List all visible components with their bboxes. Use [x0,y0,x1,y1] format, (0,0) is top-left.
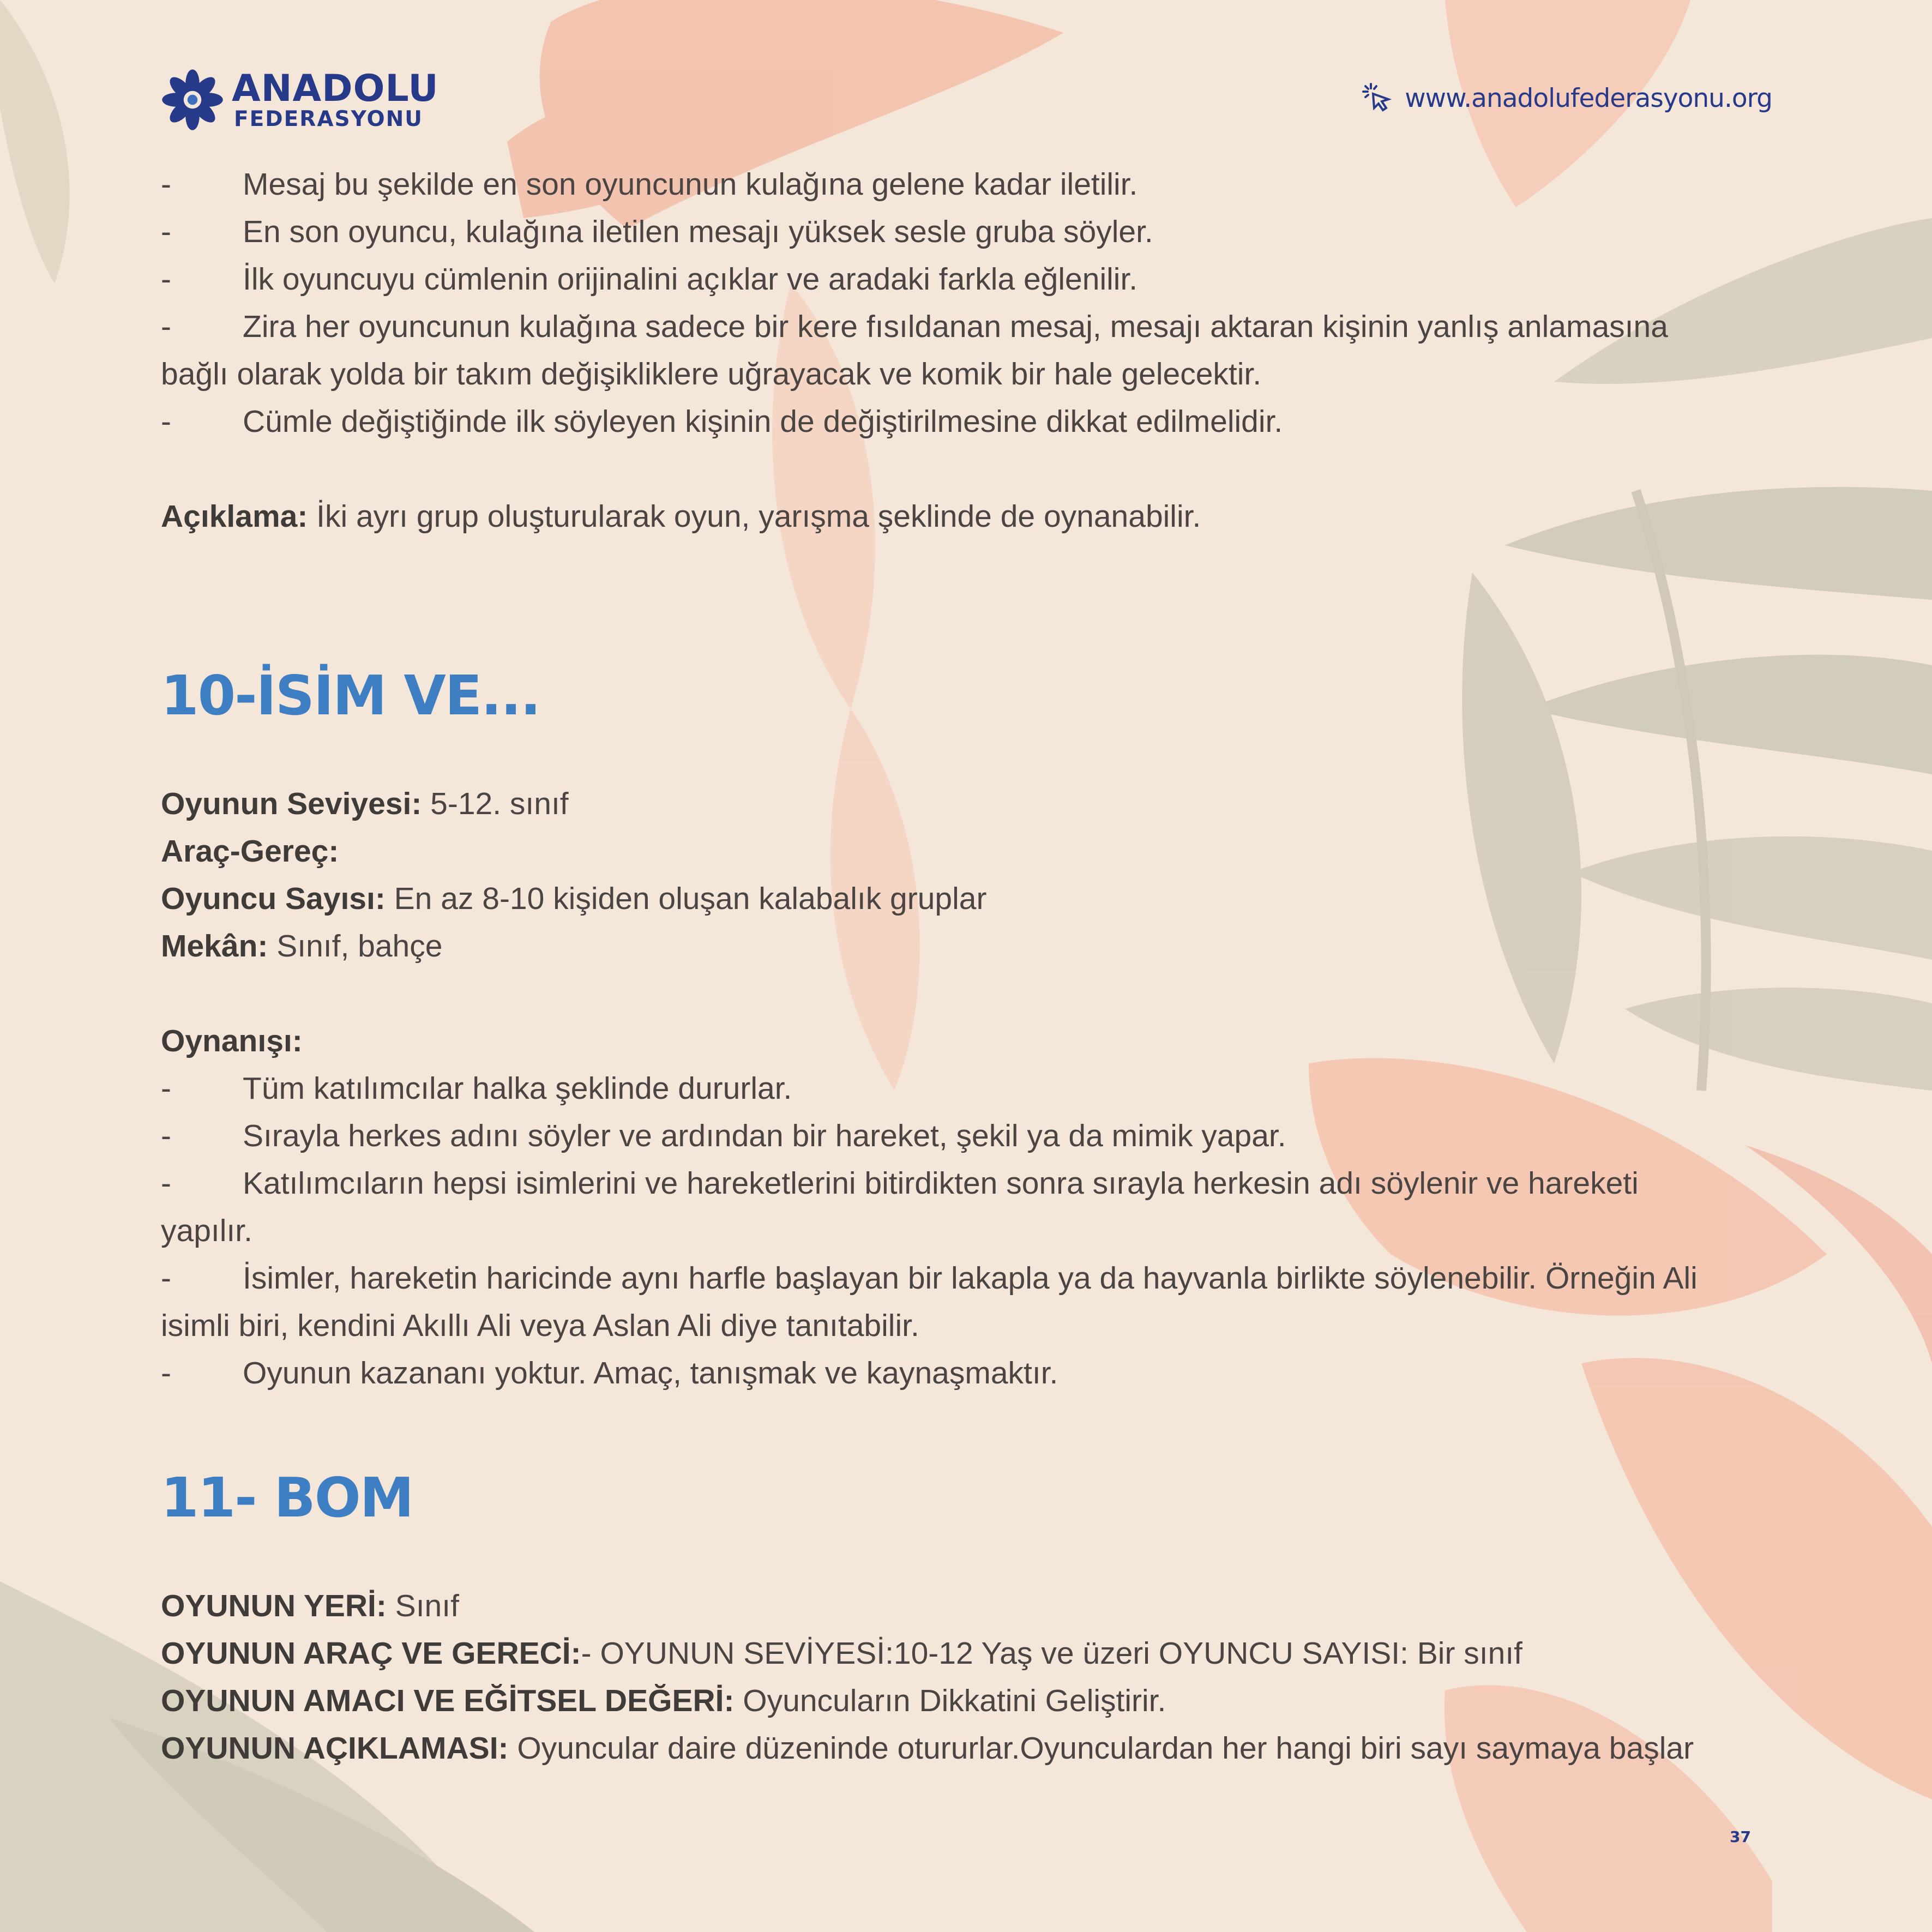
play-label: Oynanışı: [161,1024,303,1058]
field-row: OYUNUN AÇIKLAMASI: Oyuncular daire düzeninde otururlar.Oyunculardan her hangi biri sayı saymaya başlar [161,1731,1694,1766]
section-title: 10-İSİM VE... [161,664,540,727]
logo-subtitle: FEDERASYONU [234,106,423,131]
list-item: - Oyunun kazananı yoktur. Amaç, tanışmak ve kaynaşmaktır. [161,1356,1058,1391]
section-title: 11- BOM [161,1466,413,1530]
field-row: OYUNUN AMACI VE EĞİTSEL DEĞERİ: Oyuncuların Dikkatini Geliştirir. [161,1683,1166,1718]
list-item: - Katılımcıların hepsi isimlerini ve hareketlerini bitirdikten sonra sırayla herkesin adı söylenir ve hareketi [161,1166,1639,1201]
field-row: Oyunun Seviyesi: 5-12. sınıf [161,786,569,821]
list-item: - İsimler, hareketin haricinde aynı harfle başlayan bir lakapla ya da hayvanla birlikte söylenebilir. Örneğin Ali [161,1261,1698,1296]
list-item: - En son oyuncu, kulağına iletilen mesajı yüksek sesle gruba söyler. [161,214,1153,249]
list-item-continuation: yapılır. [161,1213,252,1248]
note-text: İki ayrı grup oluşturularak oyun, yarışma şeklinde de oynanabilir. [308,499,1201,534]
list-item-continuation: isimli biri, kendini Akıllı Ali veya Aslan Ali diye tanıtabilir. [161,1308,919,1343]
field-row: OYUNUN ARAÇ VE GERECİ:- OYUNUN SEVİYESİ:10-12 Yaş ve üzeri OYUNCU SAYISI: Bir sınıf [161,1636,1522,1671]
field-row: Oyuncu Sayısı: En az 8-10 kişiden oluşan kalabalık gruplar [161,881,987,916]
field-row: OYUNUN YERİ: Sınıf [161,1588,459,1623]
website-link[interactable] [1360,81,1772,116]
list-item: - İlk oyuncuyu cümlenin orijinalini açıklar ve aradaki farkla eğlenilir. [161,262,1138,297]
list-item: - Cümle değiştiğinde ilk söyleyen kişinin de değiştirilmesine dikkat edilmelidir. [161,404,1283,439]
page-number: 37 [1730,1828,1751,1846]
mandala-icon [161,68,224,131]
note [161,493,1775,540]
list-item-continuation: bağlı olarak yolda bir takım değişikliklere uğrayacak ve komik bir hale gelecektir. [161,357,1262,392]
list-item: - Sırayla herkes adını söyler ve ardından bir hareket, şekil ya da mimik yapar. [161,1118,1286,1153]
list-item: - Mesaj bu şekilde en son oyuncunun kulağına gelene kadar iletilir. [161,167,1138,202]
list-item: - Tüm katılımcılar halka şeklinde dururlar. [161,1071,792,1106]
field-row: Mekân: Sınıf, bahçe [161,929,443,964]
logo-name: ANADOLU [232,67,439,110]
list-item: - Zira her oyuncunun kulağına sadece bir kere fısıldanan mesaj, mesajı aktaran kişinin yanlış anlamasına [161,309,1668,344]
field-row: Araç-Gereç: [161,834,339,869]
logo [161,68,439,131]
website-url[interactable]: www.anadolufederasyonu.org [1405,83,1772,113]
page-body [161,161,1775,1772]
note-label: Açıklama: [161,499,308,534]
cursor-click-icon [1360,81,1395,116]
